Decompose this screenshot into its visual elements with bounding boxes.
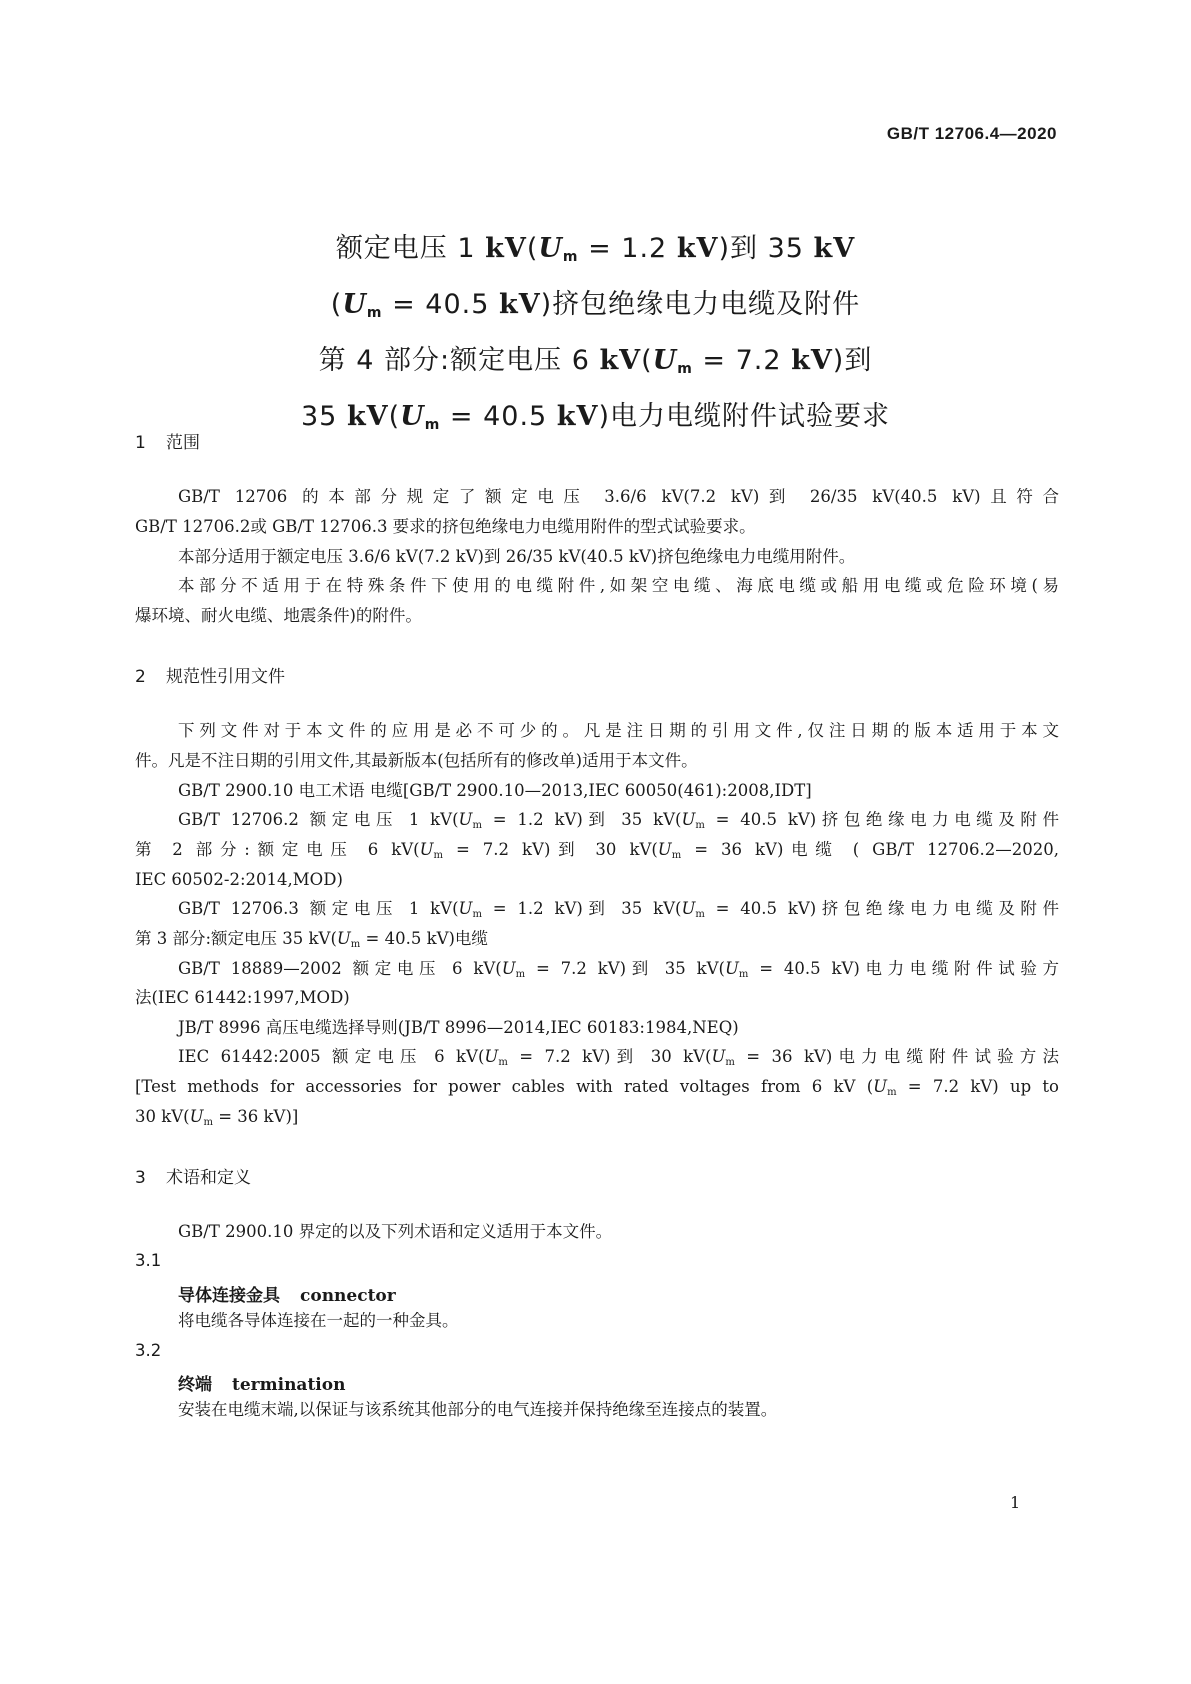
reference-item-gbt12706-3-cont: 第 3 部分:额定电压 35 $kV(U_m = 40.5$ kV)电缆 [135,929,488,950]
reference-item-iec61442-cont: [Test methods for accessories for power cables with rated voltages from 6 kV ($U_m = 7.2$ kV) up to [135,1077,1059,1098]
title-line-2: ($U_m = 40.5$ kV)挤包绝缘电力电缆及附件 [330,289,861,321]
scope-paragraph-1-cont: GB/T 12706.2或 GB/T 12706.3 要求的挤包绝缘电力电缆用附件的型式试验要求。 [135,517,756,536]
term-number-3-2: 3.2 [135,1341,162,1360]
reference-item-gbt18889: GB/T 18889—2002 额定电压 6 $kV(U_m = 7.2$ kV)到 35 $kV(U_m = 40.5$ kV)电力电缆附件试验方 [178,959,1059,980]
reference-item-iec61442: IEC 61442:2005 额定电压 6 $kV(U_m = 7.2$ kV)到 30 $kV(U_m = 36$ kV)电力电缆附件试验方法 [178,1047,1059,1068]
term-number-3-1: 3.1 [135,1251,162,1270]
section-heading-normative-references: 2 规范性引用文件 [135,667,285,687]
reference-item-gbt12706-2-cont2: IEC 60502-2:2014,MOD) [135,870,343,889]
document-title [0,225,1191,449]
term-termination-definition: 安装在电缆末端,以保证与该系统其他部分的电气连接并保持绝缘至连接点的装置。 [178,1400,778,1419]
terms-intro: GB/T 2900.10 界定的以及下列术语和定义适用于本文件。 [178,1222,613,1241]
scope-paragraph-2: 本部分适用于额定电压 3.6/6 kV(7.2 kV)到 26/35 kV(40.5 kV)挤包绝缘电力电缆用附件。 [178,547,856,566]
scope-paragraph-3-cont: 爆环境、耐火电缆、地震条件)的附件。 [135,606,422,625]
term-connector-definition: 将电缆各导体连接在一起的一种金具。 [178,1311,459,1330]
scope-paragraph-1: GB/T 12706 的本部分规定了额定电压 3.6/6 kV(7.2 kV)到 26/35 kV(40.5 kV)且符合 [178,487,1059,506]
references-intro-cont: 件。凡是不注日期的引用文件,其最新版本(包括所有的修改单)适用于本文件。 [135,751,698,770]
page-number: 1 [1010,1493,1021,1512]
reference-item-jbt8996: JB/T 8996 高压电缆选择导则(JB/T 8996—2014,IEC 60183:1984,NEQ) [178,1018,739,1037]
term-connector: 导体连接金具 connector [178,1286,396,1306]
standard-code: GB/T 12706.4—2020 [886,124,1057,143]
title-line-4: 35 $kV(U_m = 40.5$ kV)电力电缆附件试验要求 [301,401,890,433]
reference-item-gbt12706-2-cont: 第 2 部分:额定电压 6 $kV(U_m = 7.2$ kV)到 30 $kV(U_m = 36$ kV)电缆 ( GB/T 12706.2—2020, [135,840,1059,861]
title-line-1: 额定电压 1 $kV(U_m = 1.2$ kV)到 35 kV [335,233,856,265]
term-termination: 终端 termination [178,1375,346,1395]
references-intro: 下列文件对于本文件的应用是必不可少的。凡是注日期的引用文件,仅注日期的版本适用于本文 [178,721,1059,740]
reference-item-gbt12706-2: GB/T 12706.2 额定电压 1 $kV(U_m = 1.2$ kV)到 35 $kV(U_m = 40.5$ kV)挤包绝缘电力电缆及附件 [178,810,1060,831]
section-heading-scope: 1 范围 [135,433,200,453]
reference-item-iec61442-cont2: 30 $kV(U_m = 36$ kV)] [135,1107,299,1128]
section-heading-terms-definitions: 3 术语和定义 [135,1168,251,1188]
title-line-3: 第 4 部分:额定电压 6 $kV(U_m = 7.2$ kV)到 [318,345,873,377]
reference-item-gbt12706-3: GB/T 12706.3 额定电压 1 $kV(U_m = 1.2$ kV)到 35 $kV(U_m = 40.5$ kV)挤包绝缘电力电缆及附件 [178,899,1060,920]
reference-item-gbt2900-10: GB/T 2900.10 电工术语 电缆[GB/T 2900.10—2013,IEC 60050(461):2008,IDT] [178,781,812,800]
reference-item-gbt18889-cont: 法(IEC 61442:1997,MOD) [135,988,350,1007]
scope-paragraph-3: 本部分不适用于在特殊条件下使用的电缆附件,如架空电缆、海底电缆或船用电缆或危险环境(易 [178,576,1059,595]
